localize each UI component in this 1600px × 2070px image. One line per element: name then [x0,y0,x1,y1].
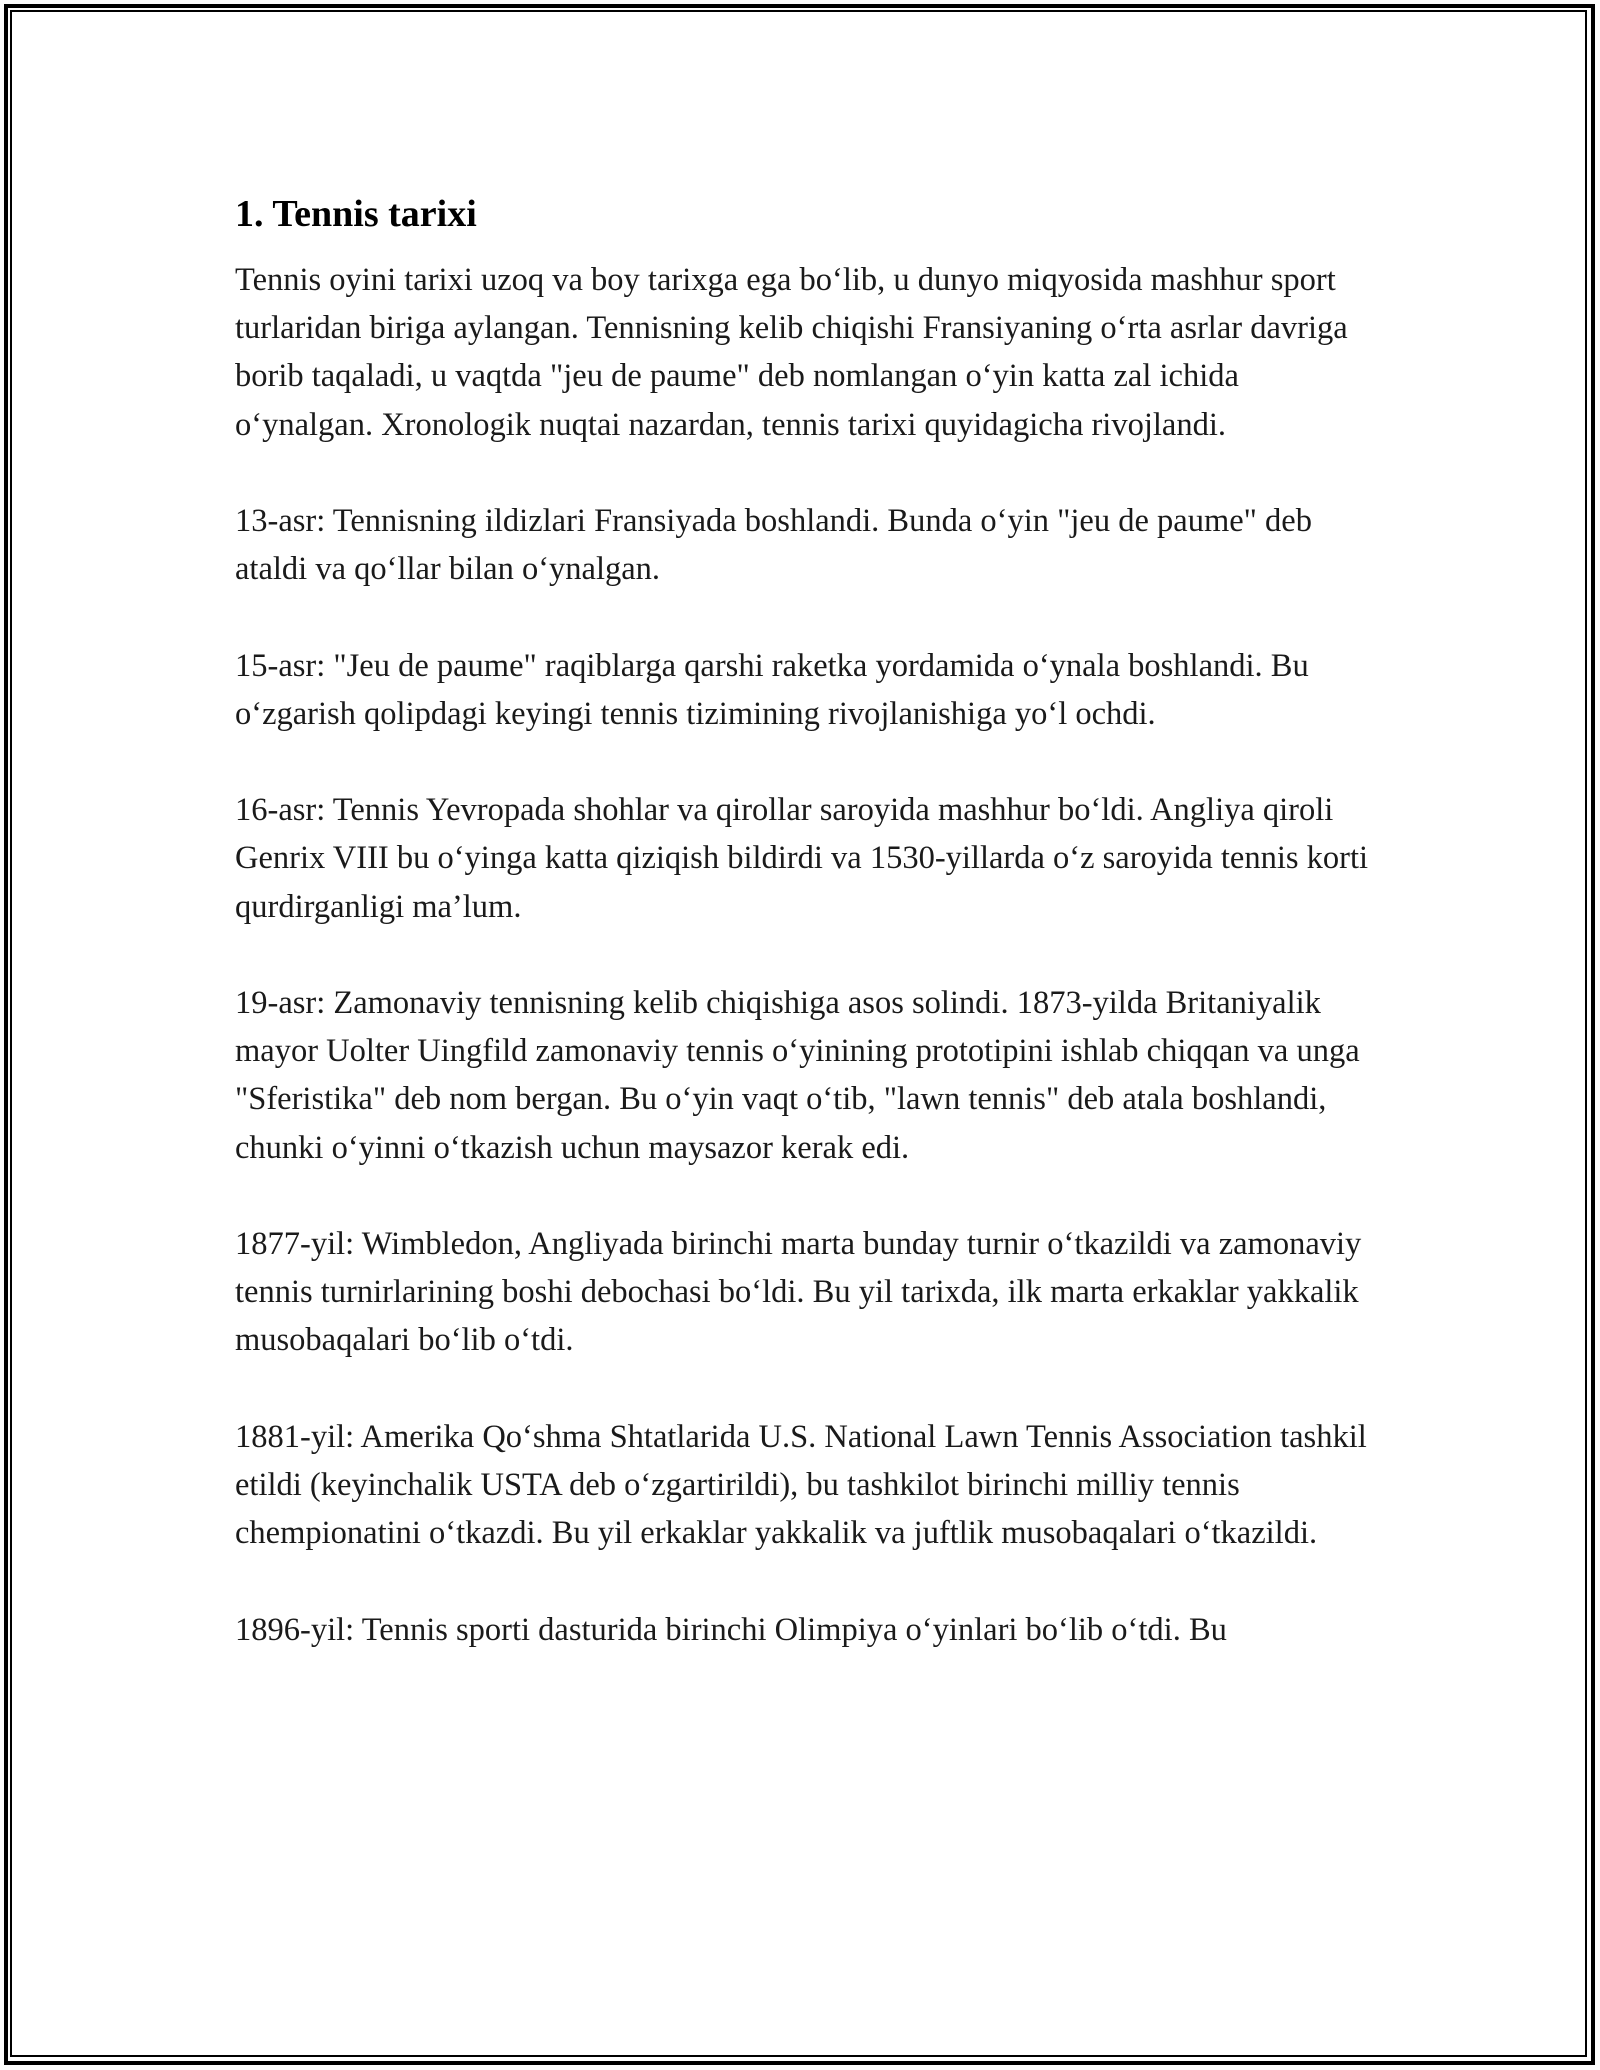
paragraph-1877: 1877-yil: Wimbledon, Angliyada birinchi marta bunday turnir o‘tkazildi va zamonaviy tennis turnirlarining boshi debochasi bo‘ldi. Bu yil tarixda, ilk marta erkaklar yakkalik musobaqalari bo‘lib o‘tdi. [235,1225,1362,1359]
paragraph-15th-century: 15-asr: "Jeu de paume" raqiblarga qarshi raketka yordamida o‘ynala boshlandi. Bu o‘zgarish qolipdagi keyingi tennis tizimining rivojlanishiga yo‘l ochdi. [235,647,1309,732]
section-heading: 1. Tennis tarixi [235,193,477,235]
paragraph-16th-century: 16-asr: Tennis Yevropada shohlar va qirollar saroyida mashhur bo‘ldi. Angliya qiroli Genrix VIII bu o‘yinga katta qiziqish bildirdi va 1530-yillarda o‘z saroyida tennis korti qurdirganligi ma’lum. [235,792,1369,925]
intro-paragraph: Tennis oyini tarixi uzoq va boy tarixga ega bo‘lib, u dunyo miqyosida mashhur sport turlaridan biriga aylangan. Tennisning kelib chiqishi Fransiyaning o‘rta asrlar davriga borib taqaladi, u vaqtda "jeu de paume" deb nomlangan o‘yin katta zal ichida o‘ynalgan. Xronologik nuqtai nazardan, tennis tarixi quyidagicha rivojlandi. [235,262,1348,443]
paragraph-1881: 1881-yil: Amerika Qo‘shma Shtatlarida U.S. National Lawn Tennis Association tashkil etildi (keyinchalik USTA deb o‘zgartirildi), bu tashkilot birinchi milliy tennis chempionatini o‘tkazdi. Bu yil erkaklar yakkalik va juftlik musobaqalari o‘tkazildi. [235,1418,1367,1552]
paragraph-19th-century: 19-asr: Zamonaviy tennisning kelib chiqishiga asos solindi. 1873-yilda Britaniyalik mayor Uolter Uingfild zamonaviy tennis o‘yinining prototipini ishlab chiqqan va unga "Sferistika" deb nom bergan. Bu o‘yin vaqt o‘tib, "lawn tennis" deb atala boshlandi, chunki o‘yinni o‘tkazish uchun maysazor kerak edi. [235,984,1360,1166]
paragraph-13th-century: 13-asr: Tennisning ildizlari Fransiyada boshlandi. Bunda o‘yin "jeu de paume" deb ataldi va qo‘llar bilan o‘ynalgan. [235,503,1312,588]
document-body [235,188,1370,1702]
paragraph-1896: 1896-yil: Tennis sporti dasturida birinchi Olimpiya o‘yinlari bo‘lib o‘tdi. Bu [235,1611,1227,1648]
